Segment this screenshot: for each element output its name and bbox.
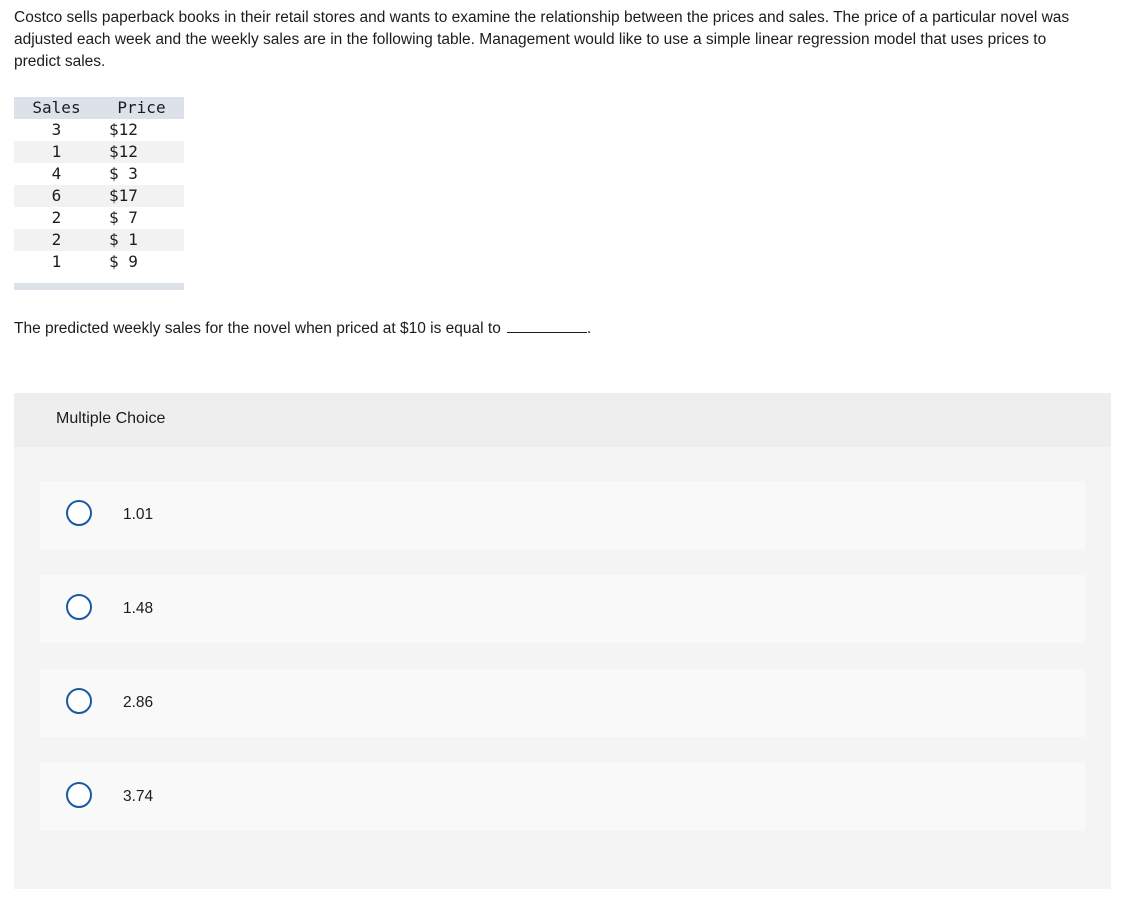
- price-cell: $17: [99, 185, 184, 207]
- sales-cell: 1: [14, 251, 99, 273]
- answer-option-2[interactable]: [40, 575, 1085, 643]
- table-footer-bar: [14, 283, 184, 290]
- multiple-choice-title: Multiple Choice: [56, 410, 166, 427]
- price-cell: $ 7: [99, 207, 184, 229]
- table-row: [14, 119, 184, 141]
- multiple-choice-panel: [14, 393, 1111, 889]
- sales-cell: 2: [14, 229, 99, 251]
- price-cell: $ 9: [99, 251, 184, 273]
- sales-cell: 6: [14, 185, 99, 207]
- table-row: [14, 251, 184, 273]
- table-row: [14, 141, 184, 163]
- data-table: [14, 97, 184, 273]
- option-label: 1.48: [123, 600, 154, 617]
- answer-option-4[interactable]: [40, 763, 1085, 831]
- answer-blank: [507, 318, 587, 333]
- column-header-price: Price: [99, 97, 184, 119]
- option-label: 1.01: [123, 506, 154, 523]
- table-row: [14, 229, 184, 251]
- multiple-choice-header: [14, 393, 1111, 447]
- sales-cell: 2: [14, 207, 99, 229]
- price-cell: $12: [99, 119, 184, 141]
- question-text: Costco sells paperback books in their retail stores and wants to examine the relationship between the prices and sales. The price of a particular novel was adjusted each week and the weekly sales are in the following table. Management would like to use a simple linear regression model that uses prices to predict sales.: [14, 9, 1070, 70]
- table-row: [14, 163, 184, 185]
- price-cell: $12: [99, 141, 184, 163]
- radio-button-icon[interactable]: [66, 688, 92, 714]
- radio-button-icon[interactable]: [66, 594, 92, 620]
- table-header-row: [14, 97, 184, 119]
- question-prompt: The predicted weekly sales for the novel when priced at $10 is equal to .: [14, 320, 592, 337]
- price-cell: $ 3: [99, 163, 184, 185]
- column-header-sales: Sales: [14, 97, 99, 119]
- option-label: 3.74: [123, 788, 154, 805]
- answer-option-3[interactable]: [40, 669, 1085, 737]
- radio-button-icon[interactable]: [66, 782, 92, 808]
- answer-option-1[interactable]: [40, 481, 1085, 549]
- price-cell: $ 1: [99, 229, 184, 251]
- sales-cell: 4: [14, 163, 99, 185]
- sales-cell: 1: [14, 141, 99, 163]
- radio-button-icon[interactable]: [66, 500, 92, 526]
- question-prompt-text: The predicted weekly sales for the novel when priced at $10 is equal to: [14, 320, 501, 337]
- table-row: [14, 207, 184, 229]
- sales-cell: 3: [14, 119, 99, 141]
- table-row: [14, 185, 184, 207]
- option-label: 2.86: [123, 694, 154, 711]
